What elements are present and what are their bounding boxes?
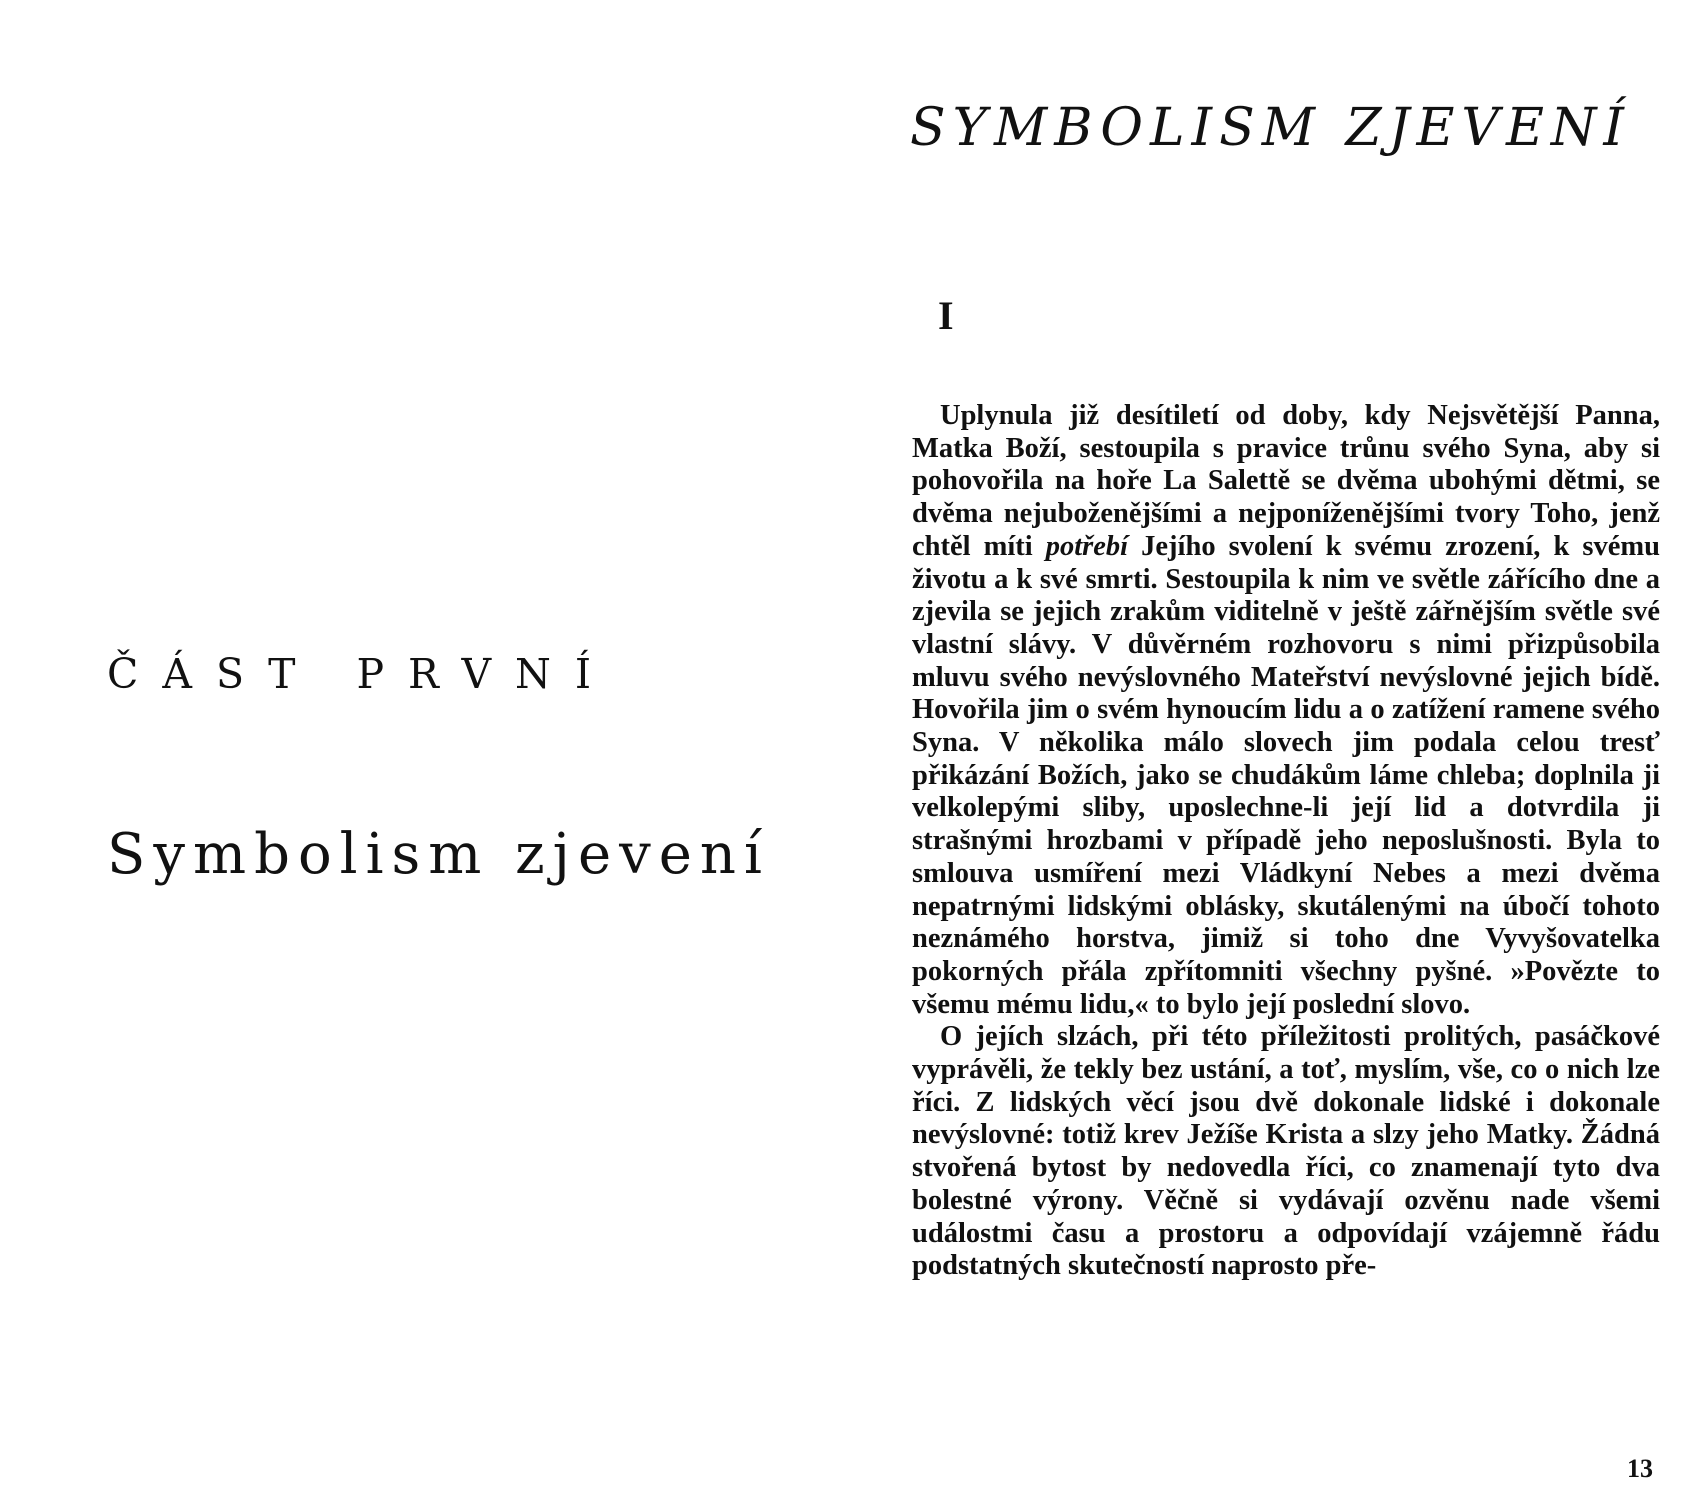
chapter-title: SYMBOLISM ZJEVENÍ <box>910 98 1631 158</box>
page-number: 13 <box>1627 1454 1653 1483</box>
paragraph-1-text-start: Uplynula již desítiletí od doby, kdy Nejsvětější Panna, Matka Boží, sestoupila s pravice trůnu svého Syna, aby si pohovořila na hoře La Salettě se dvěma ubohými dětmi, se dvěma nejuboženějšími a nejponíženějšími tvory Toho, jenž chtěl míti <box>912 400 1660 562</box>
emphasis-word: potřebí <box>1045 530 1129 562</box>
section-numeral: I <box>938 293 954 338</box>
paragraph-1-text-end: Jejího svolení k svému zrození, k svému životu a k své smrti. Sestoupila k nim ve světle zářícího dne a zjevila se jejich zrakům viditelně v ještě zářnějším světle své vlastní slávy. V důvěrném rozhovoru s nimi přizpůsobila mluvu svého nevýslovného Mateřství nevýslovné jejich bídě. Hovořila jim o svém hynoucím lidu a o zatížení ramene svého Syna. V několika málo slovech jim podala celou tresť přikázání Božích, jako se chudákům láme chleba; doplnila ji velkolepými sliby, uposlechne-li její lid a dotvrdila ji strašnými hrozbami v případě jeho neposlušnosti. Byla to smlouva usmíření mezi Vládkyní Nebes a mezi dvěma nepatrnými lidskými oblásky, skutálenými na úbočí tohoto neznámého horstva, jimiž si toho dne Vyvyšovatelka pokorných přála zpřítomniti všechny pyšné. »Povězte to všemu mému lidu,« to bylo její poslední slovo. <box>912 530 1660 1020</box>
body-text <box>912 400 1660 1283</box>
part-title: Symbolism zjevení <box>107 822 770 887</box>
paragraph-1 <box>912 400 1660 1021</box>
paragraph-2: O jejích slzách, při této příležitosti prolitých, pasáčkové vyprávěli, že tekly bez ustání, a toť, myslím, vše, co o nich lze říci. Z lidských věcí jsou dvě dokonale lidské i dokonale nevýslovné: totiž krev Ježíše Krista a slzy jeho Matky. Žádná stvořená bytost by nedovedla říci, co znamenají tyto dva bolestné výrony. Věčně si vydávají ozvěnu nade všemi událostmi času a prostoru a odpovídají vzájemně řádu podstatných skutečností naprosto pře- <box>912 1021 1660 1282</box>
part-label: ČÁST PRVNÍ <box>107 650 616 698</box>
right-page <box>852 0 1704 1500</box>
